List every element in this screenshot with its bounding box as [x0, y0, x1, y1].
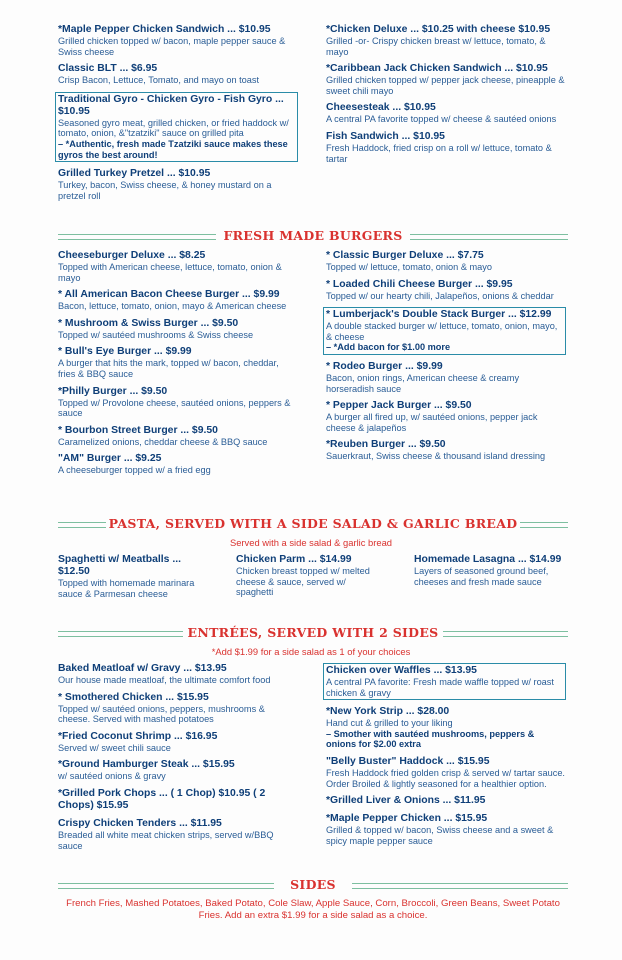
menu-item-description: Topped with American cheese, lettuce, tomato, onion & mayo [58, 262, 282, 283]
menu-item-description: Topped w/ our hearty chili, Jalapeños, onions & cheddar [326, 290, 554, 301]
menu-item-description: A double stacked burger w/ lettuce, tomato, onion, mayo, & cheese [326, 321, 558, 342]
menu-item [323, 307, 566, 355]
menu-item-description: Chicken breast topped w/ melted cheese & sauce, served w/ spaghetti [236, 566, 370, 598]
menu-item-name: Spaghetti w/ Meatballs ... $12.50 [58, 554, 181, 577]
menu-item-name: * All American Bacon Cheese Burger ... $9.99 [58, 289, 280, 301]
menu-item-note: – Smother with sautéed mushrooms, peppers & onions for $2.00 extra [326, 728, 535, 750]
menu-item-description: Breaded all white meat chicken strips, served w/BBQ sauce [58, 829, 274, 851]
sandwiches-right-column [326, 24, 566, 170]
menu-item-name: Classic BLT ... $6.95 [58, 63, 158, 75]
menu-item-name: *Ground Hamburger Steak ... $15.95 [58, 759, 235, 771]
menu-item-description: Our house made meatloaf, the ultimate comfort food [58, 675, 271, 685]
menu-item-name: * Bull's Eye Burger ... $9.99 [58, 346, 192, 358]
menu-item-description: Topped w/ Provolone cheese, sautéed onions, peppers & sauce [58, 397, 291, 419]
menu-item-description: A cheeseburger topped w/ a fried egg [58, 465, 211, 476]
menu-item-name: * Lumberjack's Double Stack Burger ... $12.99 [326, 309, 552, 321]
menu-item [326, 24, 566, 57]
menu-item [326, 756, 566, 789]
menu-item [326, 102, 566, 125]
menu-item [323, 663, 566, 700]
menu-item-description: Bacon, onion rings, American cheese & creamy horseradish sauce [326, 372, 520, 394]
menu-item-description: A burger that hits the mark, topped w/ bacon, cheddar, fries & BBQ sauce [58, 358, 279, 379]
burgers-right-column [326, 250, 566, 468]
entrees-title: ENTRÉES, SERVED WITH 2 SIDES [187, 625, 439, 640]
menu-item-name: *Chicken Deluxe ... $10.25 with cheese $10.95 [326, 24, 551, 35]
menu-item [326, 795, 566, 807]
menu-item-name: "AM" Burger ... $9.25 [58, 453, 162, 465]
menu-item-name: Baked Meatloaf w/ Gravy ... $13.95 [58, 663, 227, 674]
menu-item-description: Bacon, lettuce, tomato, onion, mayo & American cheese [58, 301, 287, 312]
pasta-column-2 [236, 554, 384, 604]
menu-item [414, 554, 564, 587]
menu-item-description: Turkey, bacon, Swiss cheese, & honey mustard on a pretzel roll [58, 180, 272, 201]
menu-item [58, 168, 298, 201]
menu-item [58, 663, 298, 686]
menu-item [58, 346, 298, 379]
menu-item [326, 439, 566, 462]
menu-item-name: *Reuben Burger ... $9.50 [326, 439, 446, 451]
menu-item [55, 92, 298, 162]
menu-item-description: Grilled -or- Crispy chicken breast w/ lettuce, tomato, & mayo [326, 36, 546, 57]
menu-item-name: *Grilled Pork Chops ... ( 1 Chop) $10.95 ( 2 Chops) $15.95 [58, 787, 266, 811]
menu-item [58, 425, 298, 448]
menu-item [58, 386, 298, 419]
menu-item-description: Layers of seasoned ground beef, cheeses and fresh made sauce [414, 566, 549, 587]
menu-item-description: Topped w/ sautéed onions, peppers, mushrooms & cheese. Served with mashed potatoes [58, 703, 265, 725]
menu-item [58, 453, 298, 476]
menu-item [58, 759, 298, 782]
menu-item [58, 318, 298, 341]
menu-item-name: Grilled Turkey Pretzel ... $10.95 [58, 168, 211, 180]
menu-item-name: Cheesesteak ... $10.95 [326, 102, 436, 114]
burgers-header [58, 228, 568, 248]
pasta-column-3 [414, 554, 564, 593]
menu-item-name: "Belly Buster" Haddock ... $15.95 [326, 755, 490, 767]
menu-item [326, 250, 566, 273]
menu-item-name: * Smothered Chicken ... $15.95 [58, 691, 209, 703]
menu-item-name: Crispy Chicken Tenders ... $11.95 [58, 817, 222, 829]
menu-item [326, 63, 566, 96]
entrees-right-column [326, 663, 566, 852]
menu-item [326, 706, 566, 750]
menu-item-description: Served w/ sweet chili sauce [58, 742, 171, 753]
burgers-left-column [58, 250, 298, 482]
menu-item-name: *Fried Coconut Shrimp ... $16.95 [58, 730, 218, 742]
menu-item-description: Grilled & topped w/ bacon, Swiss cheese and a sweet & spicy maple pepper sauce [326, 825, 554, 846]
menu-item [236, 554, 384, 598]
pasta-subtitle: Served with a side salad & garlic bread [229, 537, 393, 548]
menu-item-description: Topped with homemade marinara sauce & Parmesan cheese [58, 578, 195, 599]
menu-item [58, 250, 298, 283]
sides-title: SIDES [290, 877, 336, 892]
menu-item-description: A central PA favorite topped w/ cheese & sautéed onions [326, 114, 557, 125]
menu-item-description: Grilled chicken topped w/ bacon, maple pepper sauce & Swiss cheese [58, 36, 286, 57]
menu-item-name: *Maple Pepper Chicken Sandwich ... $10.95 [58, 24, 271, 35]
menu-item-description: Grilled chicken topped w/ pepper jack cheese, pineapple & sweet chili mayo [326, 75, 565, 96]
menu-item [326, 279, 566, 302]
menu-item-note: – *Add bacon for $1.00 more [326, 342, 451, 353]
menu-item-name: Fish Sandwich ... $10.95 [326, 130, 445, 142]
menu-item-name: * Pepper Jack Burger ... $9.50 [326, 400, 472, 412]
menu-item [326, 361, 566, 394]
menu-item [58, 289, 298, 312]
menu-item-note: – *Authentic, fresh made Tzatziki sauce makes these gyros the best around! [58, 138, 288, 160]
entrees-left-column [58, 663, 298, 857]
menu-item-name: *Maple Pepper Chicken ... $15.95 [326, 813, 488, 825]
entrees-subtitle: *Add $1.99 for a side salad as 1 of your choices [211, 646, 411, 657]
menu-item [58, 788, 298, 812]
pasta-column-1 [58, 554, 203, 605]
menu-item [326, 400, 566, 433]
menu-item-name: * Loaded Chili Cheese Burger ... $9.95 [326, 278, 513, 290]
menu-item-description: Seasoned gyro meat, grilled chicken, or fried haddock w/ tomato, onion, &"tzatziki" sauce on grilled pita [58, 117, 289, 139]
menu-item-description: Hand cut & grilled to your liking [326, 718, 453, 729]
menu-item [326, 131, 566, 164]
menu-item-name: * Bourbon Street Burger ... $9.50 [58, 424, 218, 436]
menu-item-name: *Philly Burger ... $9.50 [58, 385, 168, 397]
menu-item-name: Homemade Lasagna ... $14.99 [414, 554, 562, 565]
menu-item-description: Crisp Bacon, Lettuce, Tomato, and mayo on toast [58, 75, 260, 86]
sides-header [58, 877, 568, 897]
menu-item-name: * Classic Burger Deluxe ... $7.75 [326, 250, 484, 261]
menu-item-description: Fresh Haddock, fried crisp on a roll w/ lettuce, tomato & tartar [326, 142, 552, 164]
menu-item-name: Cheeseburger Deluxe ... $8.25 [58, 250, 206, 261]
menu-item-description: A central PA favorite: Fresh made waffle topped w/ roast chicken & gravy [326, 677, 554, 698]
entrees-header [58, 625, 568, 645]
menu-item-description: Topped w/ sautéed mushrooms & Swiss cheese [58, 329, 254, 340]
menu-item-name: Chicken over Waffles ... $13.95 [326, 665, 477, 676]
sandwiches-left-column [58, 24, 298, 207]
menu-item-name: * Rodeo Burger ... $9.99 [326, 360, 443, 372]
menu-item-name: Traditional Gyro - Chicken Gyro - Fish Gyro ... $10.95 [58, 93, 284, 117]
pasta-header [58, 516, 568, 536]
menu-item-name: *Grilled Liver & Onions ... $11.95 [326, 795, 486, 807]
menu-item [58, 818, 298, 851]
menu-item-description: w/ sautéed onions & gravy [58, 771, 166, 782]
menu-item-description: Caramelized onions, cheddar cheese & BBQ sauce [58, 436, 268, 447]
menu-item-description: Fresh Haddock fried golden crisp & served w/ tartar sauce. Order Broiled & lightly seasoned for a healthier option. [326, 767, 565, 789]
menu-item-description: Sauerkraut, Swiss cheese & thousand island dressing [326, 451, 546, 462]
menu-item-description: A burger all fired up, w/ sautéed onions, pepper jack cheese & jalapeños [326, 412, 538, 433]
menu-item-name: * Mushroom & Swiss Burger ... $9.50 [58, 317, 239, 329]
sides-text: French Fries, Mashed Potatoes, Baked Potato, Cole Slaw, Apple Sauce, Corn, Broccoli, Green Beans, Sweet Potato Fries. Add an extra $1.99 for a side salad as a choice. [66, 898, 560, 921]
menu-item-name: Chicken Parm ... $14.99 [236, 554, 352, 565]
menu-item [58, 24, 298, 57]
menu-item-description: Topped w/ lettuce, tomato, onion & mayo [326, 262, 492, 272]
burgers-title: FRESH MADE BURGERS [223, 228, 403, 243]
menu-item [58, 63, 298, 86]
menu-item-name: *Caribbean Jack Chicken Sandwich ... $10.95 [326, 63, 548, 75]
pasta-title: PASTA, SERVED WITH A SIDE SALAD & GARLIC BREAD [108, 516, 518, 531]
menu-item [58, 731, 298, 754]
menu-item [326, 813, 566, 846]
menu-item [58, 554, 203, 599]
menu-item-name: *New York Strip ... $28.00 [326, 706, 450, 718]
menu-item [58, 692, 298, 725]
